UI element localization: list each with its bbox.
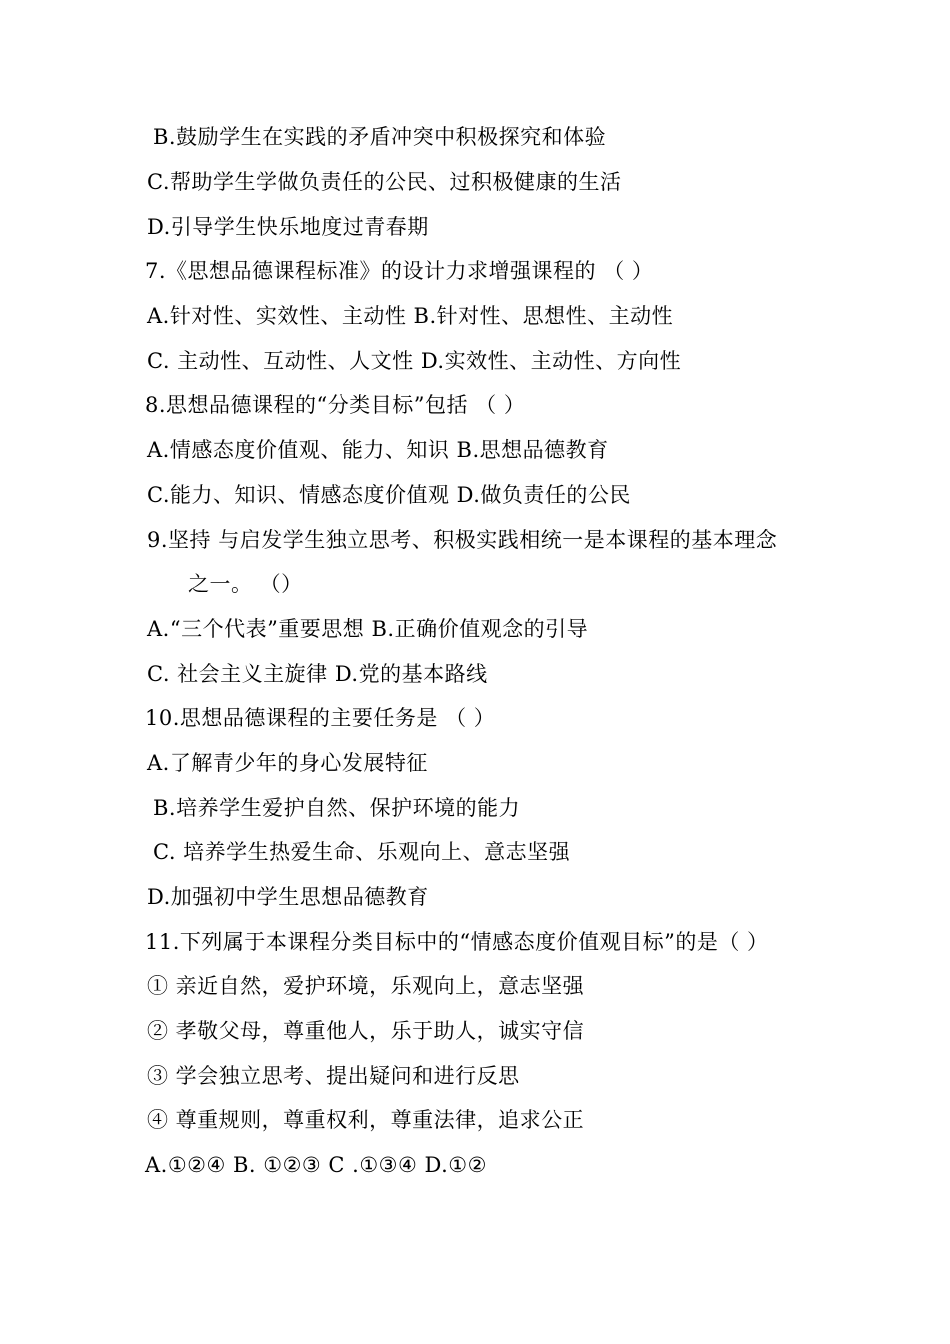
q7-options-cd: C. 主动性、互动性、人文性 D.实效性、主动性、方向性	[147, 349, 682, 373]
q8-options-ab: A.情感态度价值观、能力、知识 B.思想品德教育	[147, 438, 609, 462]
q11-options: A.①②④ B. ①②③ C .①③④ D.①②	[145, 1153, 487, 1177]
q10-option-a: A.了解青少年的身心发展特征	[147, 751, 428, 775]
q11-item-2: ② 孝敬父母，尊重他人，乐于助人，诚实守信	[147, 1019, 585, 1043]
q10-stem: 10.思想品德课程的主要任务是 （ ）	[145, 706, 496, 730]
q9-options-cd: C. 社会主义主旋律 D.党的基本路线	[147, 662, 488, 686]
q6-option-d: D.引导学生快乐地度过青春期	[147, 215, 429, 239]
q7-stem: 7.《思想品德课程标准》的设计力求增强课程的 （ ）	[145, 259, 654, 283]
q9-options-ab: A.“三个代表”重要思想 B.正确价值观念的引导	[147, 617, 589, 641]
q10-option-b: B.培养学生爱护自然、保护环境的能力	[153, 796, 521, 820]
q8-options-cd: C.能力、知识、情感态度价值观 D.做负责任的公民	[147, 483, 631, 507]
q11-stem: 11.下列属于本课程分类目标中的“情感态度价值观目标”的是（ ）	[145, 930, 769, 954]
q11-item-3: ③ 学会独立思考、提出疑问和进行反思	[147, 1064, 520, 1088]
q11-item-1: ① 亲近自然，爱护环境，乐观向上，意志坚强	[147, 974, 585, 998]
q10-option-d: D.加强初中学生思想品德教育	[147, 885, 429, 909]
q11-item-4: ④ 尊重规则，尊重权利，尊重法律，追求公正	[147, 1108, 585, 1132]
q6-option-c: C.帮助学生学做负责任的公民、过积极健康的生活	[147, 170, 622, 194]
q8-stem: 8.思想品德课程的“分类目标”包括 （ ）	[145, 393, 526, 417]
q6-option-b: B.鼓励学生在实践的矛盾冲突中积极探究和体验	[153, 125, 607, 149]
q10-option-c: C. 培养学生热爱生命、乐观向上、意志坚强	[153, 840, 571, 864]
q9-stem: 9.坚持 与启发学生独立思考、积极实践相统一是本课程的基本理念	[147, 528, 778, 552]
q7-options-ab: A.针对性、实效性、主动性 B.针对性、思想性、主动性	[147, 304, 674, 328]
q9-stem-continued: 之一。 （）	[188, 572, 303, 596]
